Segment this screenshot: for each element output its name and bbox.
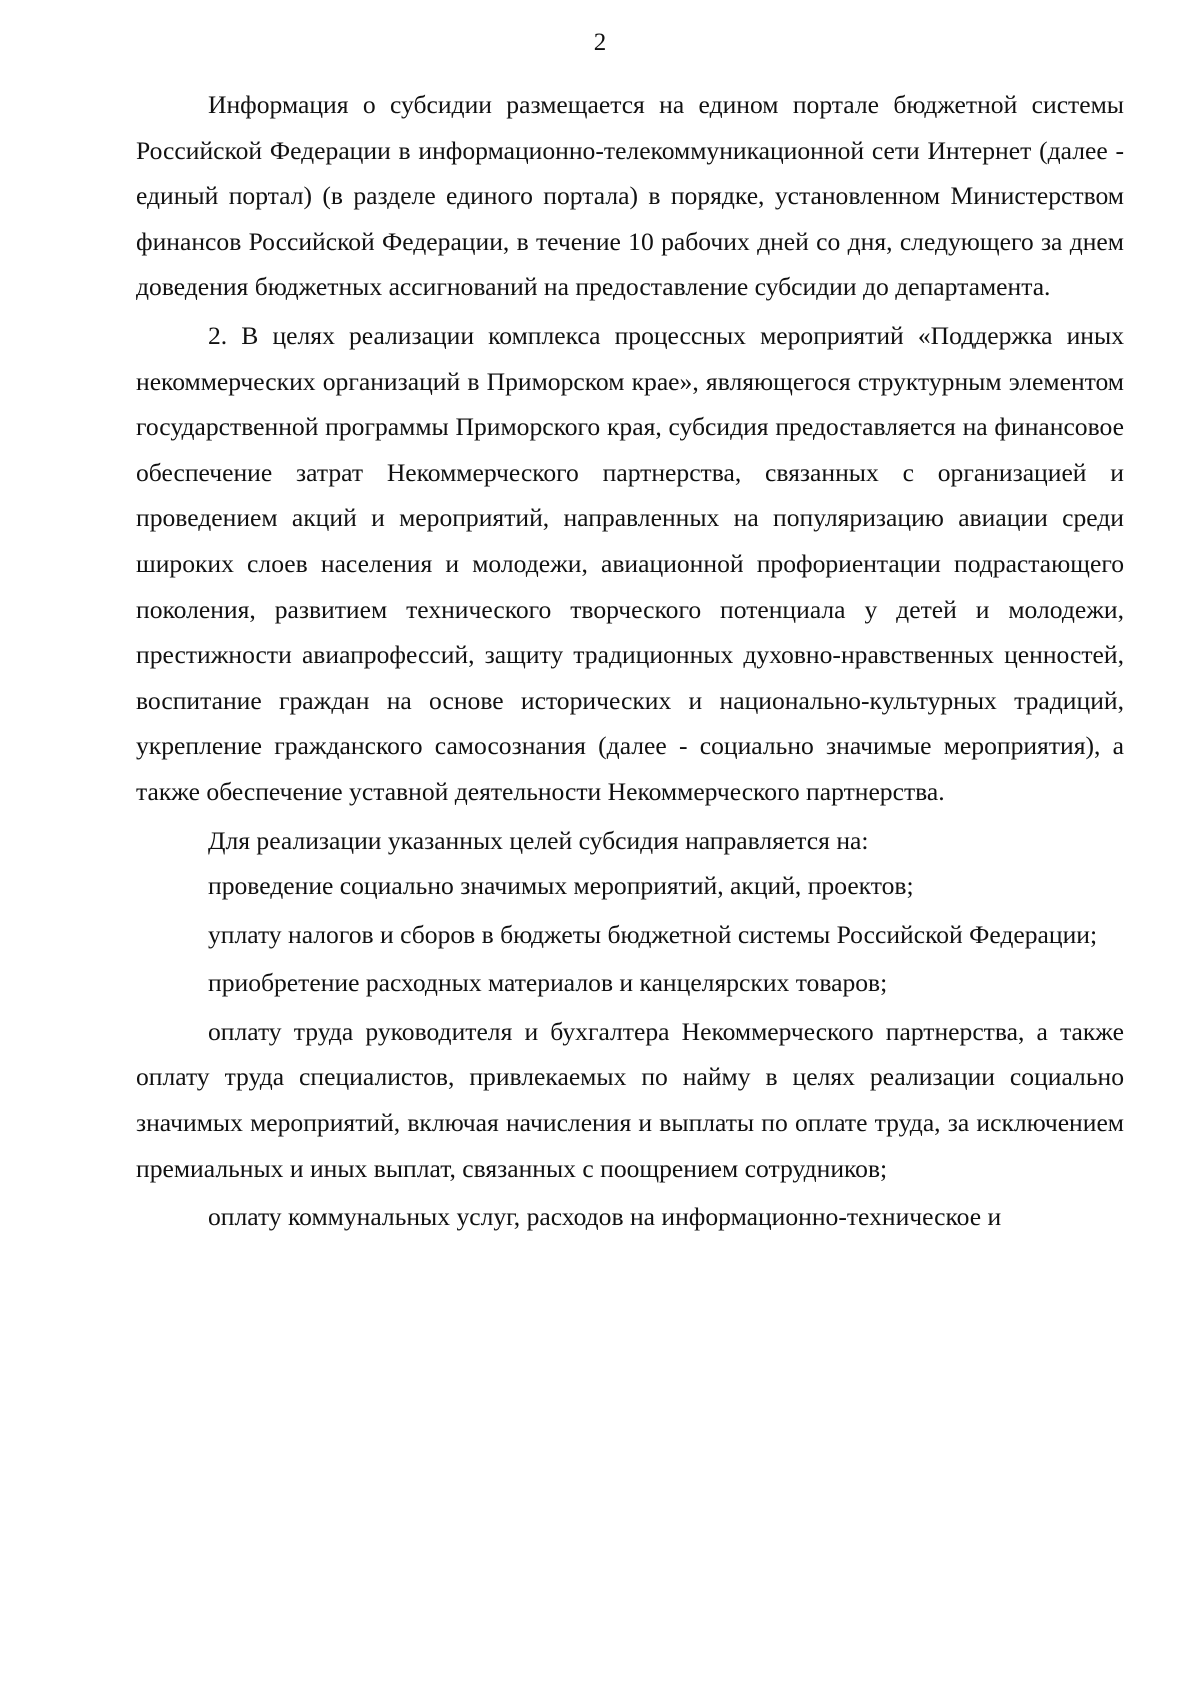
paragraph-direction-salaries: оплату труда руководителя и бухгалтера Некоммерческого партнерства, а также оплату труда специалистов, привлекаемых по найму в целях реализации социально значимых мероприятий, включая начисления и выплаты по оплате труда, за исключением премиальных и иных выплат, связанных с поощрением сотрудников; <box>136 1016 1124 1183</box>
paragraph-subsidy-directions-intro: Для реализации указанных целей субсидия направляется на: <box>208 825 869 855</box>
paragraph-direction-events: проведение социально значимых мероприятий, акций, проектов; <box>208 871 914 901</box>
document-body <box>136 82 1124 1240</box>
paragraph-subsidy-info: Информация о субсидии размещается на едином портале бюджетной системы Российской Федерации в информационно-телекоммуникационной сети Интернет (далее - единый портал) (в разделе единого портала) в порядке, установленном Министерством финансов Российской Федерации, в течение 10 рабочих дней со дня, следующего за днем доведения бюджетных ассигнований на предоставление субсидии до департамента. <box>136 90 1124 302</box>
paragraph-direction-supplies: приобретение расходных материалов и канцелярских товаров; <box>208 968 888 998</box>
paragraph-direction-taxes: уплату налогов и сборов в бюджеты бюджетной системы Российской Федерации; <box>208 919 1098 949</box>
paragraph-direction-utilities: оплату коммунальных услуг, расходов на информационно-техническое и <box>208 1202 1002 1232</box>
page-number: 2 <box>593 29 607 56</box>
paragraph-item-2-purpose: 2. В целях реализации комплекса процессных мероприятий «Поддержка иных некоммерческих организаций в Приморском крае», являющегося структурным элементом государственной программы Приморского края, субсидия предоставляется на финансовое обеспечение затрат Некоммерческого партнерства, связанных с организацией и проведением акций и мероприятий, направленных на популяризацию авиации среди широких слоев населения и молодежи, авиационной профориентации подрастающего поколения, развитием технического творческого потенциала у детей и молодежи, престижности авиапрофессий, защиту традиционных духовно-нравственных ценностей, воспитание граждан на основе исторических и национально-культурных традиций, укрепление гражданского самосознания (далее - социально значимые мероприятия), а также обеспечение уставной деятельности Некоммерческого партнерства. <box>136 320 1124 806</box>
